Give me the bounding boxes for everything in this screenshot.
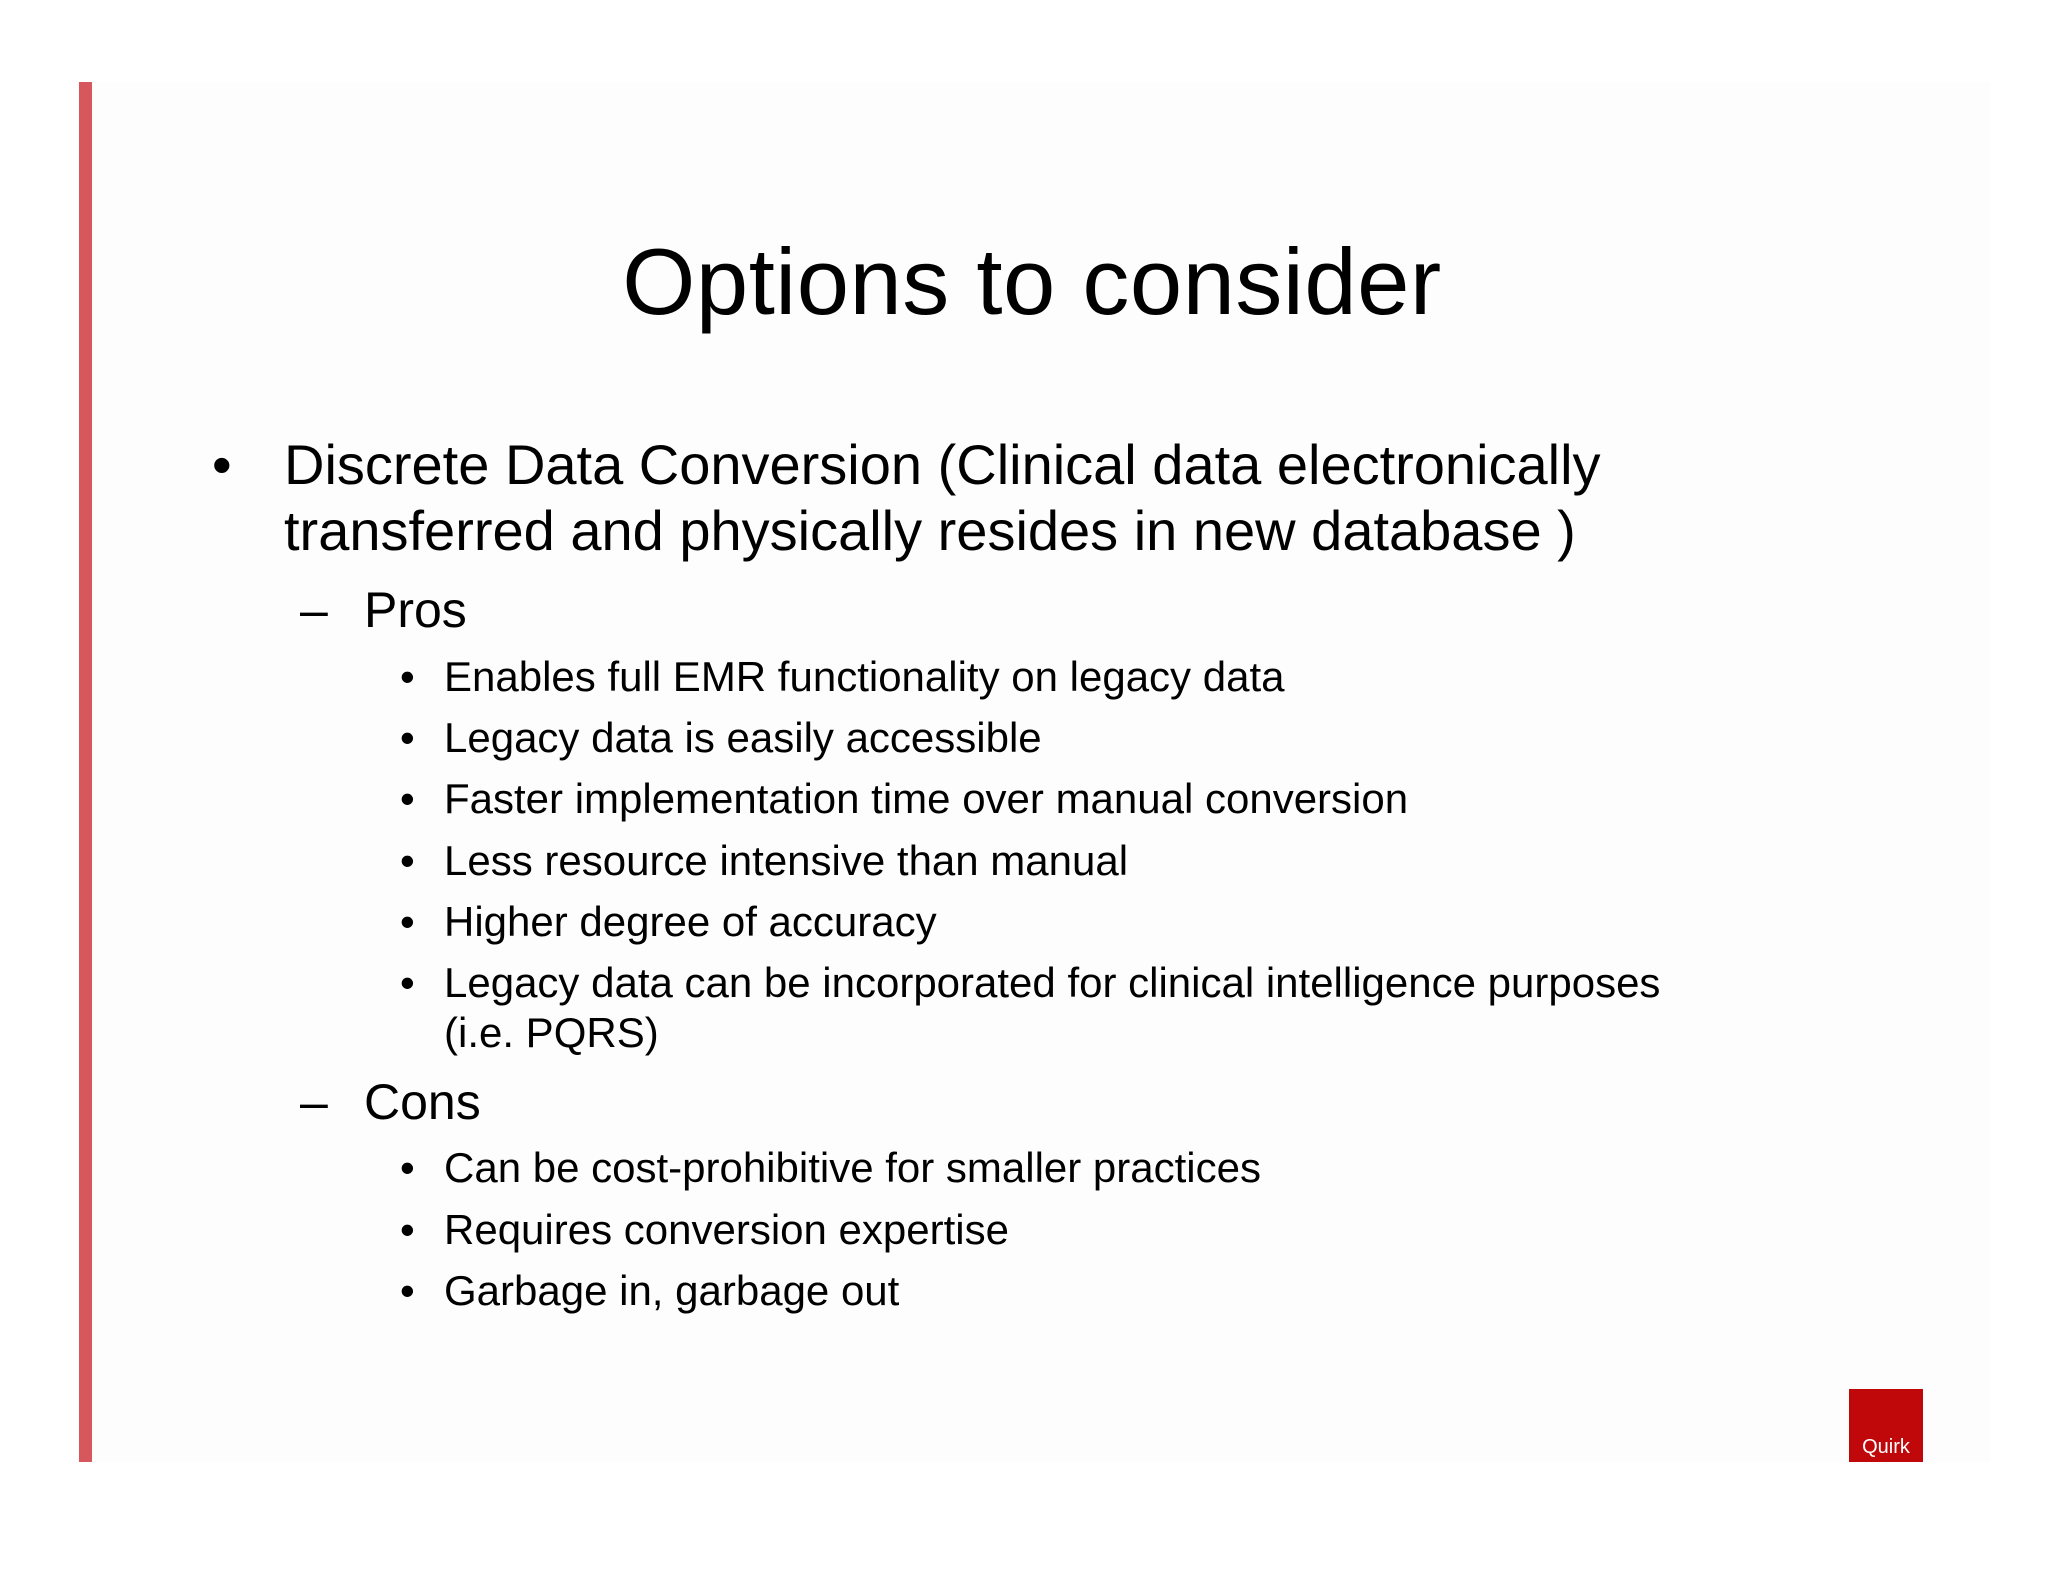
bullet-icon: • — [400, 1144, 415, 1191]
cons-item: Requires conversion expertise — [444, 1206, 1009, 1253]
bullet-icon: • — [400, 837, 415, 884]
bullet-icon: • — [400, 1206, 415, 1253]
bullet-icon: • — [212, 433, 232, 496]
pros-heading: Pros — [364, 582, 467, 638]
pros-item: Faster implementation time over manual conversion — [444, 775, 1409, 822]
main-bullet-text — [284, 432, 1844, 564]
pros-item-continuation: (i.e. PQRS) — [444, 1009, 659, 1056]
pros-item: Enables full EMR functionality on legacy data — [444, 653, 1285, 700]
pros-item: Less resource intensive than manual — [444, 837, 1129, 884]
bullet-icon: • — [400, 959, 415, 1006]
bullet-icon: • — [400, 775, 415, 822]
cons-item: Garbage in, garbage out — [444, 1267, 900, 1314]
cons-heading: Cons — [364, 1074, 481, 1130]
slide-title: Options to consider — [622, 229, 1442, 334]
dash-icon: – — [300, 1074, 328, 1130]
pros-item: Legacy data is easily accessible — [444, 714, 1042, 761]
quirk-logo — [1849, 1389, 1923, 1462]
pros-item: Higher degree of accuracy — [444, 898, 937, 945]
pros-item: Legacy data can be incorporated for clinical intelligence purposes — [444, 959, 1661, 1006]
bullet-icon: • — [400, 1267, 415, 1314]
logo-text: Quirk — [1862, 1436, 1910, 1458]
bullet-icon: • — [400, 714, 415, 761]
bullet-icon: • — [400, 898, 415, 945]
cons-item: Can be cost-prohibitive for smaller practices — [444, 1144, 1261, 1191]
dash-icon: – — [300, 582, 328, 638]
main-bullet-line-2: transferred and physically resides in new database ) — [284, 499, 1576, 562]
main-bullet-line-1: Discrete Data Conversion (Clinical data electronically — [284, 433, 1601, 496]
bullet-icon: • — [400, 653, 415, 700]
